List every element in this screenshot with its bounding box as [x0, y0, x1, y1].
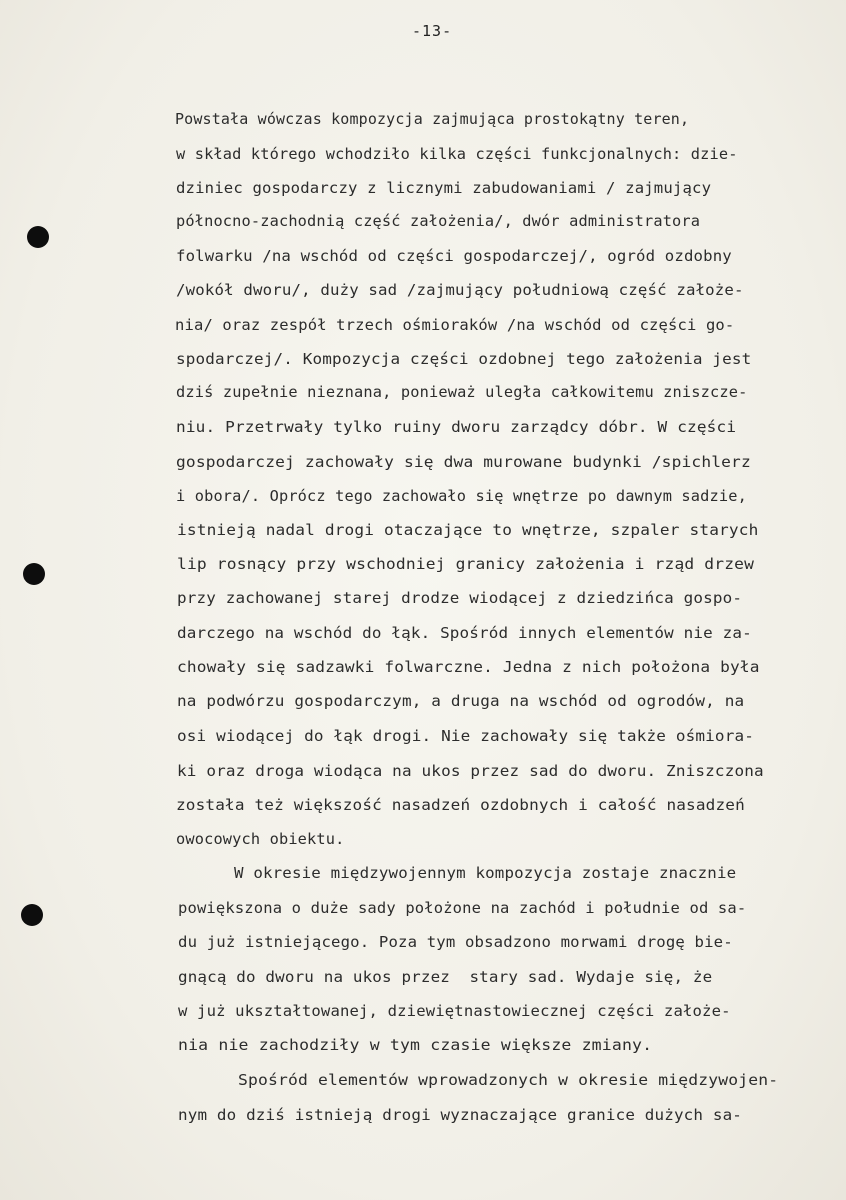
text-line: na podwórzu gospodarczym, a druga na wschód od ogrodów, na [177, 692, 745, 710]
text-line: darczego na wschód do łąk. Spośród innych elementów nie za- [177, 624, 752, 642]
text-line: w już ukształtowanej, dziewiętnastowiecznej części założe- [178, 1002, 731, 1020]
text-line: nia nie zachodziły w tym czasie większe zmiany. [178, 1036, 653, 1054]
text-line: przy zachowanej starej drodze wiodącej z dziedzińca gospo- [177, 589, 743, 607]
text-line: dziś zupełnie nieznana, ponieważ uległa całkowitemu zniszcze- [176, 383, 748, 401]
text-line: nia/ oraz zespół trzech ośmioraków /na wschód od części go- [175, 316, 735, 334]
text-line: niu. Przetrwały tylko ruiny dworu zarządcy dóbr. W części [176, 418, 737, 436]
text-line: powiększona o duże sady położone na zachód i południe od sa- [178, 899, 747, 917]
text-line: dziniec gospodarczy z licznymi zabudowaniami / zajmujący [176, 179, 712, 197]
text-line: lip rosnący przy wschodniej granicy założenia i rząd drzew [177, 555, 755, 573]
text-line: du już istniejącego. Poza tym obsadzono morwami drogę bie- [178, 933, 733, 951]
text-line: gospodarczej zachowały się dwa murowane budynki /spichlerz [176, 453, 751, 471]
text-line: spodarczej/. Kompozycja części ozdobnej tego założenia jest [176, 350, 752, 368]
text-line: Powstała wówczas kompozycja zajmująca prostokątny teren, [175, 110, 690, 128]
page-number: -13- [412, 22, 453, 40]
text-line: W okresie międzywojennym kompozycja zostaje znacznie [234, 864, 737, 882]
text-line: /wokół dworu/, duży sad /zajmujący południową część założe- [176, 281, 744, 299]
text-line: północno-zachodnią część założenia/, dwór administratora [176, 212, 701, 230]
text-line: ki oraz droga wiodąca na ukos przez sad do dworu. Zniszczona [177, 762, 764, 780]
text-line: została też większość nasadzeń ozdobnych i całość nasadzeń [176, 796, 745, 814]
text-line: gnącą do dworu na ukos przez stary sad. Wydaje się, że [178, 968, 713, 986]
text-line: chowały się sadzawki folwarczne. Jedna z nich położona była [177, 658, 760, 676]
text-line: Spośród elementów wprowadzonych w okresie międzywojen- [238, 1071, 779, 1089]
text-line: istnieją nadal drogi otaczające to wnętrze, szpaler starych [177, 521, 759, 539]
text-line: osi wiodącej do łąk drogi. Nie zachowały się także ośmiora- [177, 727, 755, 745]
text-line: w skład którego wchodziło kilka części funkcjonalnych: dzie- [176, 145, 738, 163]
text-line: owocowych obiektu. [176, 830, 345, 848]
text-line: folwarku /na wschód od części gospodarczej/, ogród ozdobny [176, 247, 732, 265]
text-line: i obora/. Oprócz tego zachowało się wnętrze po dawnym sadzie, [176, 487, 747, 505]
text-line: nym do dziś istnieją drogi wyznaczające granice dużych sa- [178, 1106, 743, 1124]
